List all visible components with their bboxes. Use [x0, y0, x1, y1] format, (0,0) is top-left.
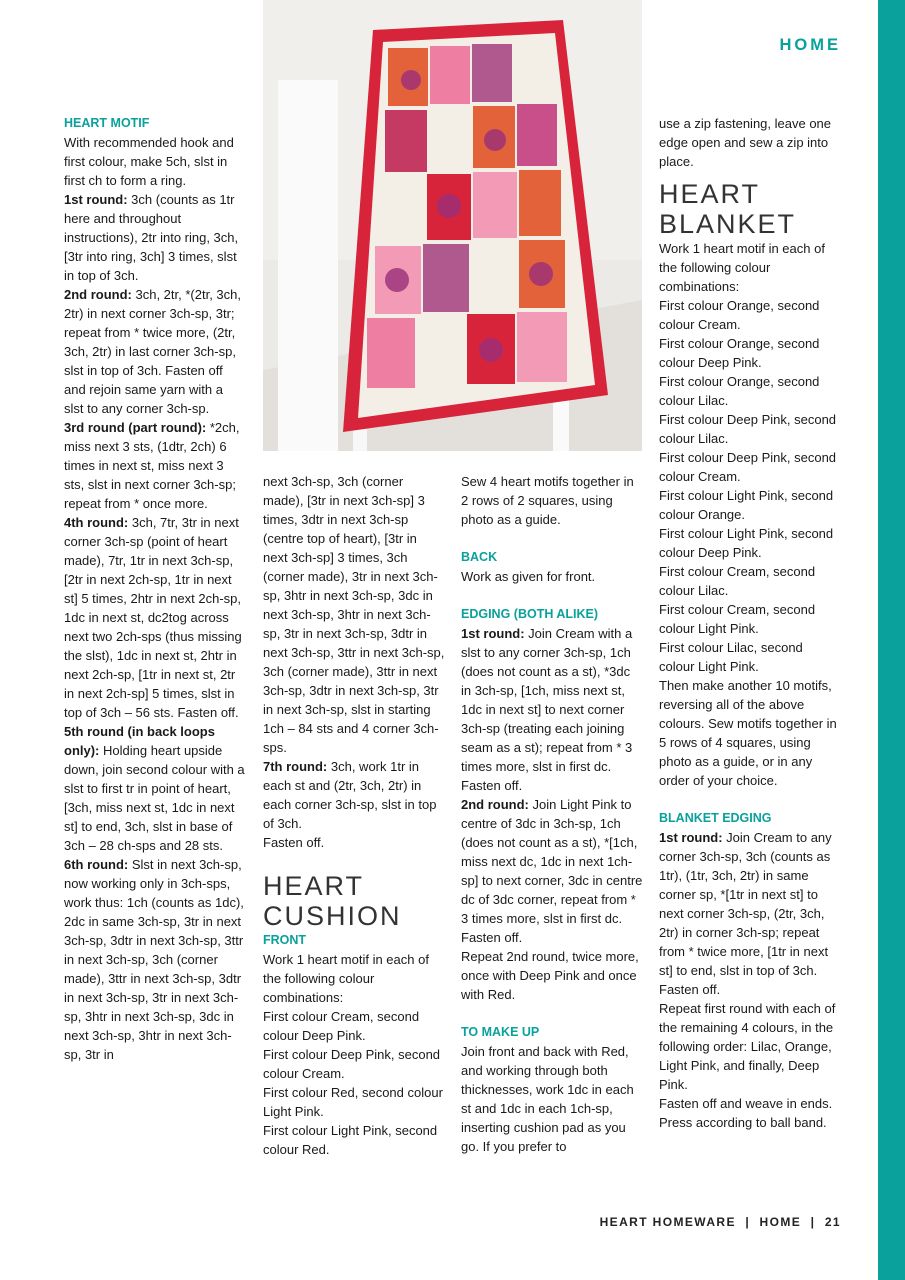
- colour-combo: First colour Light Pink, second colour Red.: [263, 1123, 438, 1157]
- column-1: [64, 114, 246, 1064]
- column-3: [461, 472, 643, 1156]
- colour-combo: First colour Deep Pink, second colour Cream.: [263, 1047, 441, 1081]
- blanket-edging-heading: BLANKET EDGING: [659, 811, 772, 825]
- section-tag: HOME: [779, 36, 841, 54]
- paragraph: Fasten off and weave in ends. Press according to ball band.: [659, 1096, 833, 1130]
- paragraph: next 3ch-sp, 3ch (corner made), [3tr in next 3ch-sp] 3 times, 3dtr in next 3ch-sp (centre top of heart), [3tr in next 3ch-sp] 3 times, 3ch (corner made), 3tr in next 3ch-sp, 3htr in next 3ch-sp, 3dc in next 3ch-sp, 3htr in next 3ch-sp, 3tr in next 3ch-sp, 3dtr in next 3ch-sp, 3ttr in next 3ch-sp, 3ch (corner made), 3ttr in next 3ch-sp, 3dtr in next 3ch-sp, 3tr in next 3ch-sp, slst in starting 1ch – 84 sts and 4 corner 3ch-sps.: [263, 474, 445, 755]
- colour-combo: First colour Cream, second colour Deep Pink.: [263, 1009, 420, 1043]
- teal-edge-bar: [878, 0, 905, 1280]
- heart-blanket-title-line2: BLANKET: [659, 209, 797, 239]
- round-label: 4th round:: [64, 515, 129, 530]
- round-6: 6th round: Slst in next 3ch-sp, now working only in 3ch-sps, work thus: 1ch (counts as 1dc), 2dc in same 3ch-sp, 3tr in next 3ch-sp, 3dtr in next 3ch-sp, 3ttr in next 3ch-sp, 3ch (corner made), 3ttr in next 3ch-sp, 3dtr in next 3ch-sp, 3tr in next 3ch-sp, 3htr in next 3ch-sp, 3dc in next 3ch-sp, 3htr in next 3ch-sp, 3tr in: [64, 857, 244, 1062]
- paragraph: Work 1 heart motif in each of the following colour combinations:: [659, 241, 825, 294]
- round-3: 3rd round (part round): *2ch, miss next 3 sts, (1dtr, 2ch) 6 times in next st, miss next 3 sts, slst in next corner 3ch-sp; repeat from * once more.: [64, 420, 240, 511]
- round-7: 7th round: 3ch, work 1tr in each st and (2tr, 3ch, 2tr) in each corner 3ch-sp, slst in top of 3ch.: [263, 759, 437, 831]
- edging-round-1: 1st round: Join Cream with a slst to any corner 3ch-sp, 1ch (does not count as a st), *3dc in 3ch-sp, [1ch, miss next st, 1dc in next st] to next corner 3ch-sp (treating each joining seam as a st); repeat from * 3 times more, slst in first dc. Fasten off.: [461, 626, 633, 793]
- heart-blanket-title-line1: HEART: [659, 179, 761, 209]
- heart-motif-heading: HEART MOTIF: [64, 116, 150, 130]
- paragraph: Repeat 2nd round, twice more, once with Deep Pink and once with Red.: [461, 949, 639, 1002]
- round-label: 5th round (in back loops only):: [64, 724, 215, 758]
- paragraph: Work 1 heart motif in each of the following colour combinations:: [263, 952, 429, 1005]
- edging-heading: EDGING (BOTH ALIKE): [461, 607, 599, 621]
- heart-cushion-title-line2: CUSHION: [263, 901, 402, 931]
- paragraph: Join front and back with Red, and working through both thicknesses, work 1dc in each st and 1dc in each 1ch-sp, inserting cushion pad as you go. If you prefer to: [461, 1044, 634, 1154]
- column-2: [263, 472, 445, 1159]
- round-label: 6th round:: [64, 857, 129, 872]
- colour-combo: First colour Orange, second colour Cream.: [659, 298, 820, 332]
- make-up-heading: TO MAKE UP: [461, 1025, 540, 1039]
- round-label: 1st round:: [64, 192, 128, 207]
- front-heading: FRONT: [263, 933, 307, 947]
- colour-combo: First colour Orange, second colour Deep Pink.: [659, 336, 820, 370]
- colour-combo: First colour Orange, second colour Lilac.: [659, 374, 820, 408]
- round-label: 3rd round (part round):: [64, 420, 207, 435]
- colour-combo: First colour Cream, second colour Light Pink.: [659, 602, 816, 636]
- round-label: 2nd round:: [64, 287, 132, 302]
- fasten-off: Fasten off.: [461, 930, 523, 945]
- back-heading: BACK: [461, 550, 498, 564]
- round-label: 2nd round:: [461, 797, 529, 812]
- round-label: 1st round:: [659, 830, 723, 845]
- paragraph: Sew 4 heart motifs together in 2 rows of 2 squares, using photo as a guide.: [461, 474, 634, 527]
- paragraph: Repeat first round with each of the remaining 4 colours, in the following order: Lilac, Orange, Light Pink, and finally, Deep Pink.: [659, 1001, 836, 1092]
- blanket-photo: [263, 0, 642, 451]
- round-label: 1st round:: [461, 626, 525, 641]
- paragraph: Work as given for front.: [461, 569, 596, 584]
- round-2: 2nd round: 3ch, 2tr, *(2tr, 3ch, 2tr) in next corner 3ch-sp, 3tr; repeat from * twice more, (2tr, 3ch, 2tr) in last corner 3ch-sp, slst in top of 3ch. Fasten off and rejoin same yarn with a slst to any corner 3ch-sp.: [64, 287, 242, 416]
- round-5: 5th round (in back loops only): Holding heart upside down, join second colour with a slst to first tr in point of heart, [3ch, miss next st, 1dc in next st] to end, 3ch, slst in base of 3ch – 28 ch-sps and 28 sts.: [64, 724, 245, 853]
- paragraph: Then make another 10 motifs, reversing all of the above colours. Sew motifs together in 5 rows of 4 squares, using photo as a guide, or in any order of your choice.: [659, 678, 837, 788]
- colour-combo: First colour Light Pink, second colour Deep Pink.: [659, 526, 834, 560]
- round-4: 4th round: 3ch, 7tr, 3tr in next corner 3ch-sp (point of heart made), 7tr, 1tr in next 3ch-sp, [2tr in next 2ch-sp, 1tr in next st] 5 times, 2htr in next 2ch-sp, 1dc in next st, dc2tog across next two 2ch-sps (thus missing the slst), 1dc in next st, 2htr in next 2ch-sp, [1tr in next st, 2tr in next 2ch-sp] 5 times, slst in top of 3ch – 56 sts. Fasten off.: [64, 515, 242, 720]
- paragraph: use a zip fastening, leave one edge open and sew a zip into place.: [659, 116, 832, 169]
- fasten-off: Fasten off.: [263, 835, 325, 850]
- fasten-off: Fasten off.: [659, 982, 721, 997]
- round-label: 7th round:: [263, 759, 328, 774]
- round-1: 1st round: 3ch (counts as 1tr here and throughout instructions), 2tr into ring, 3ch, [3tr into ring, 3ch] 3 times, slst in top of 3ch.: [64, 192, 239, 283]
- colour-combo: First colour Deep Pink, second colour Lilac.: [659, 412, 837, 446]
- colour-combo: First colour Light Pink, second colour Orange.: [659, 488, 834, 522]
- paragraph: With recommended hook and first colour, make 5ch, slst in first ch to form a ring.: [64, 135, 234, 188]
- blanket-round-1: 1st round: Join Cream to any corner 3ch-sp, 3ch (counts as 1tr), (1tr, 3ch, 2tr) in same corner sp, *[1tr in next st] to next corner 3ch-sp, (2tr, 3ch, 2tr) in corner 3ch-sp; repeat from * twice more, [1tr in next st] to end, slst in top of 3ch.: [659, 830, 832, 978]
- edging-round-2: 2nd round: Join Light Pink to centre of 3dc in 3ch-sp, 1ch (does not count as a st), *[1ch, miss next dc, 1dc in next 1ch-sp] to next corner, 3dc in centre dc of 3dc corner, repeat from * 3 times more, slst in first dc.: [461, 797, 643, 926]
- colour-combo: First colour Lilac, second colour Light Pink.: [659, 640, 803, 674]
- column-4: [659, 114, 841, 1132]
- heart-cushion-title-line1: HEART: [263, 871, 365, 901]
- page-footer: HEART HOMEWARE | HOME | 21: [599, 1215, 841, 1229]
- colour-combo: First colour Deep Pink, second colour Cream.: [659, 450, 837, 484]
- colour-combo: First colour Cream, second colour Lilac.: [659, 564, 816, 598]
- colour-combo: First colour Red, second colour Light Pink.: [263, 1085, 443, 1119]
